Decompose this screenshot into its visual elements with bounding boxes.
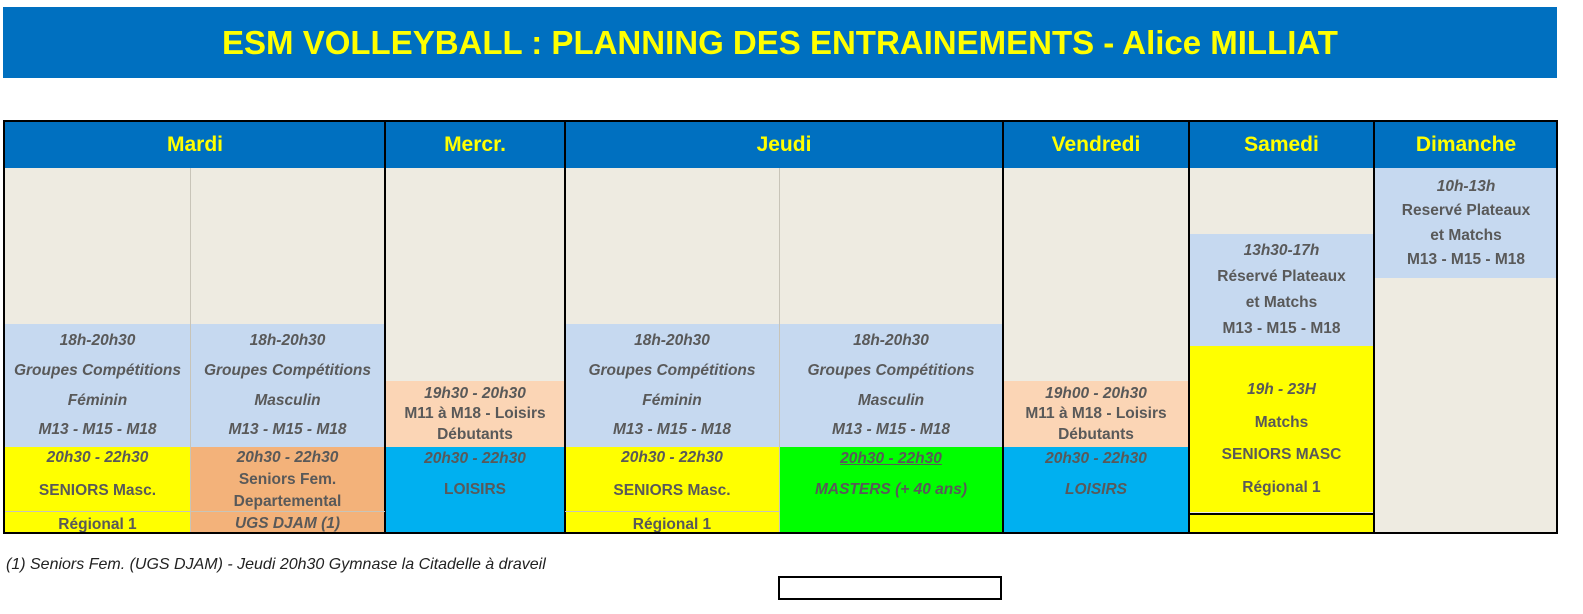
slot-time: 13h30-17h bbox=[1243, 242, 1320, 260]
samedi-empty-slot bbox=[1189, 168, 1374, 234]
slot-gender: Féminin bbox=[67, 391, 128, 409]
grid-line bbox=[1188, 122, 1190, 534]
slot-label: LOISIRS bbox=[443, 480, 506, 498]
slot-team: SENIORS Masc. bbox=[613, 482, 731, 500]
day-header-samedi: Samedi bbox=[1189, 122, 1374, 168]
slot-team: SENIORS Masc. bbox=[38, 482, 157, 500]
slot-line: Matchs bbox=[1254, 413, 1309, 431]
jeudi-competition-masculin-slot bbox=[779, 324, 1003, 447]
slot-gender: Masculin bbox=[857, 391, 925, 409]
mardi-seniors-masc-slot bbox=[5, 447, 190, 534]
slot-group: Groupes Compétitions bbox=[588, 361, 756, 379]
jeudi-competition-feminin-slot bbox=[565, 324, 779, 447]
title-banner bbox=[3, 7, 1557, 78]
grid-line bbox=[564, 122, 566, 534]
samedi-matchs-slot bbox=[1189, 346, 1374, 512]
slot-ages: M13 - M15 - M18 bbox=[1406, 251, 1525, 268]
slot-group: Groupes Compétitions bbox=[203, 361, 372, 379]
samedi-reserve-slot bbox=[1189, 234, 1374, 346]
slot-line: Réservé Plateaux bbox=[1217, 268, 1346, 286]
slot-time: 20h30 - 22h30 bbox=[621, 449, 723, 466]
slot-ages: M13 - M15 - M18 bbox=[1222, 320, 1341, 338]
slot-line: M11 à M18 - Loisirs bbox=[1025, 405, 1167, 423]
slot-group: Groupes Compétitions bbox=[13, 361, 182, 379]
day-header-vendredi: Vendredi bbox=[1003, 122, 1189, 168]
vendredi-loisirs-slot bbox=[1003, 447, 1189, 534]
slot-time: 19h00 - 20h30 bbox=[1045, 384, 1147, 402]
slot-line: Reservé Plateaux bbox=[1401, 202, 1531, 219]
selected-cell[interactable] bbox=[778, 576, 1002, 600]
slot-line: et Matchs bbox=[1430, 226, 1502, 244]
day-header-jeudi: Jeudi bbox=[565, 122, 1003, 168]
grid-line bbox=[190, 168, 191, 534]
slot-time: 20h30 - 22h30 bbox=[840, 450, 942, 467]
mardi-competition-masculin-slot bbox=[190, 324, 385, 447]
grid-line bbox=[1373, 122, 1375, 534]
grid-line bbox=[779, 168, 780, 534]
slot-time: 20h30 - 22h30 bbox=[424, 450, 526, 467]
slot-line: Seniors Fem. bbox=[238, 471, 337, 489]
slot-time: 18h-20h30 bbox=[634, 332, 710, 350]
slot-line: UGS DJAM (1) bbox=[234, 515, 341, 533]
slot-time: 20h30 - 22h30 bbox=[1045, 450, 1147, 467]
slot-ages: M13 - M15 - M18 bbox=[612, 421, 731, 439]
slot-time: 18h-20h30 bbox=[249, 332, 326, 350]
slot-line: Débutants bbox=[437, 425, 513, 443]
day-header-dimanche: Dimanche bbox=[1374, 122, 1558, 168]
slot-time: 20h30 - 22h30 bbox=[236, 449, 339, 466]
page-title: ESM VOLLEYBALL : PLANNING DES ENTRAINEMENTS - Alice MILLIAT bbox=[222, 23, 1338, 61]
slot-line: Departemental bbox=[233, 493, 342, 511]
grid-line bbox=[384, 122, 386, 534]
slot-time: 19h30 - 20h30 bbox=[424, 384, 526, 402]
schedule-table bbox=[3, 120, 1558, 534]
grid-line bbox=[5, 511, 385, 512]
slot-line: SENIORS MASC bbox=[1221, 446, 1342, 463]
grid-line bbox=[1002, 122, 1004, 534]
mercredi-loisirs-slot bbox=[385, 447, 565, 534]
slot-gender: Féminin bbox=[642, 391, 702, 409]
samedi-bottom-slot bbox=[1189, 513, 1374, 534]
mardi-competition-feminin-slot bbox=[5, 324, 190, 447]
slot-level: Régional 1 bbox=[632, 515, 712, 533]
vendredi-loisirs-debutants-slot bbox=[1003, 381, 1189, 447]
slot-label: MASTERS (+ 40 ans) bbox=[814, 480, 968, 498]
jeudi-masters-slot bbox=[779, 447, 1003, 534]
grid-line bbox=[565, 511, 779, 512]
slot-ages: M13 - M15 - M18 bbox=[38, 421, 157, 439]
dimanche-reserve-slot bbox=[1374, 168, 1558, 278]
slot-ages: M13 - M15 - M18 bbox=[831, 421, 950, 439]
slot-line: Débutants bbox=[1058, 425, 1134, 443]
slot-line: et Matchs bbox=[1245, 294, 1318, 312]
day-header-mardi: Mardi bbox=[5, 122, 385, 168]
slot-gender: Masculin bbox=[254, 391, 321, 409]
slot-ages: M13 - M15 - M18 bbox=[228, 421, 347, 439]
slot-level: Régional 1 bbox=[58, 515, 137, 533]
slot-time: 18h-20h30 bbox=[853, 332, 929, 350]
slot-time: 20h30 - 22h30 bbox=[46, 449, 149, 466]
slot-label: LOISIRS bbox=[1064, 480, 1127, 498]
slot-line: Régional 1 bbox=[1242, 478, 1321, 496]
slot-line: M11 à M18 - Loisirs bbox=[404, 405, 546, 423]
day-header-mercredi: Mercr. bbox=[385, 122, 565, 168]
slot-time: 10h-13h bbox=[1436, 177, 1496, 195]
footnote: (1) Seniors Fem. (UGS DJAM) - Jeudi 20h30 Gymnase la Citadelle à draveil bbox=[6, 556, 546, 573]
jeudi-seniors-masc-slot bbox=[565, 447, 779, 534]
slot-group: Groupes Compétitions bbox=[807, 361, 975, 379]
slot-time: 19h - 23H bbox=[1247, 381, 1316, 398]
slot-time: 18h-20h30 bbox=[59, 332, 136, 350]
mercredi-loisirs-debutants-slot bbox=[385, 381, 565, 447]
mardi-seniors-fem-slot bbox=[190, 447, 385, 534]
